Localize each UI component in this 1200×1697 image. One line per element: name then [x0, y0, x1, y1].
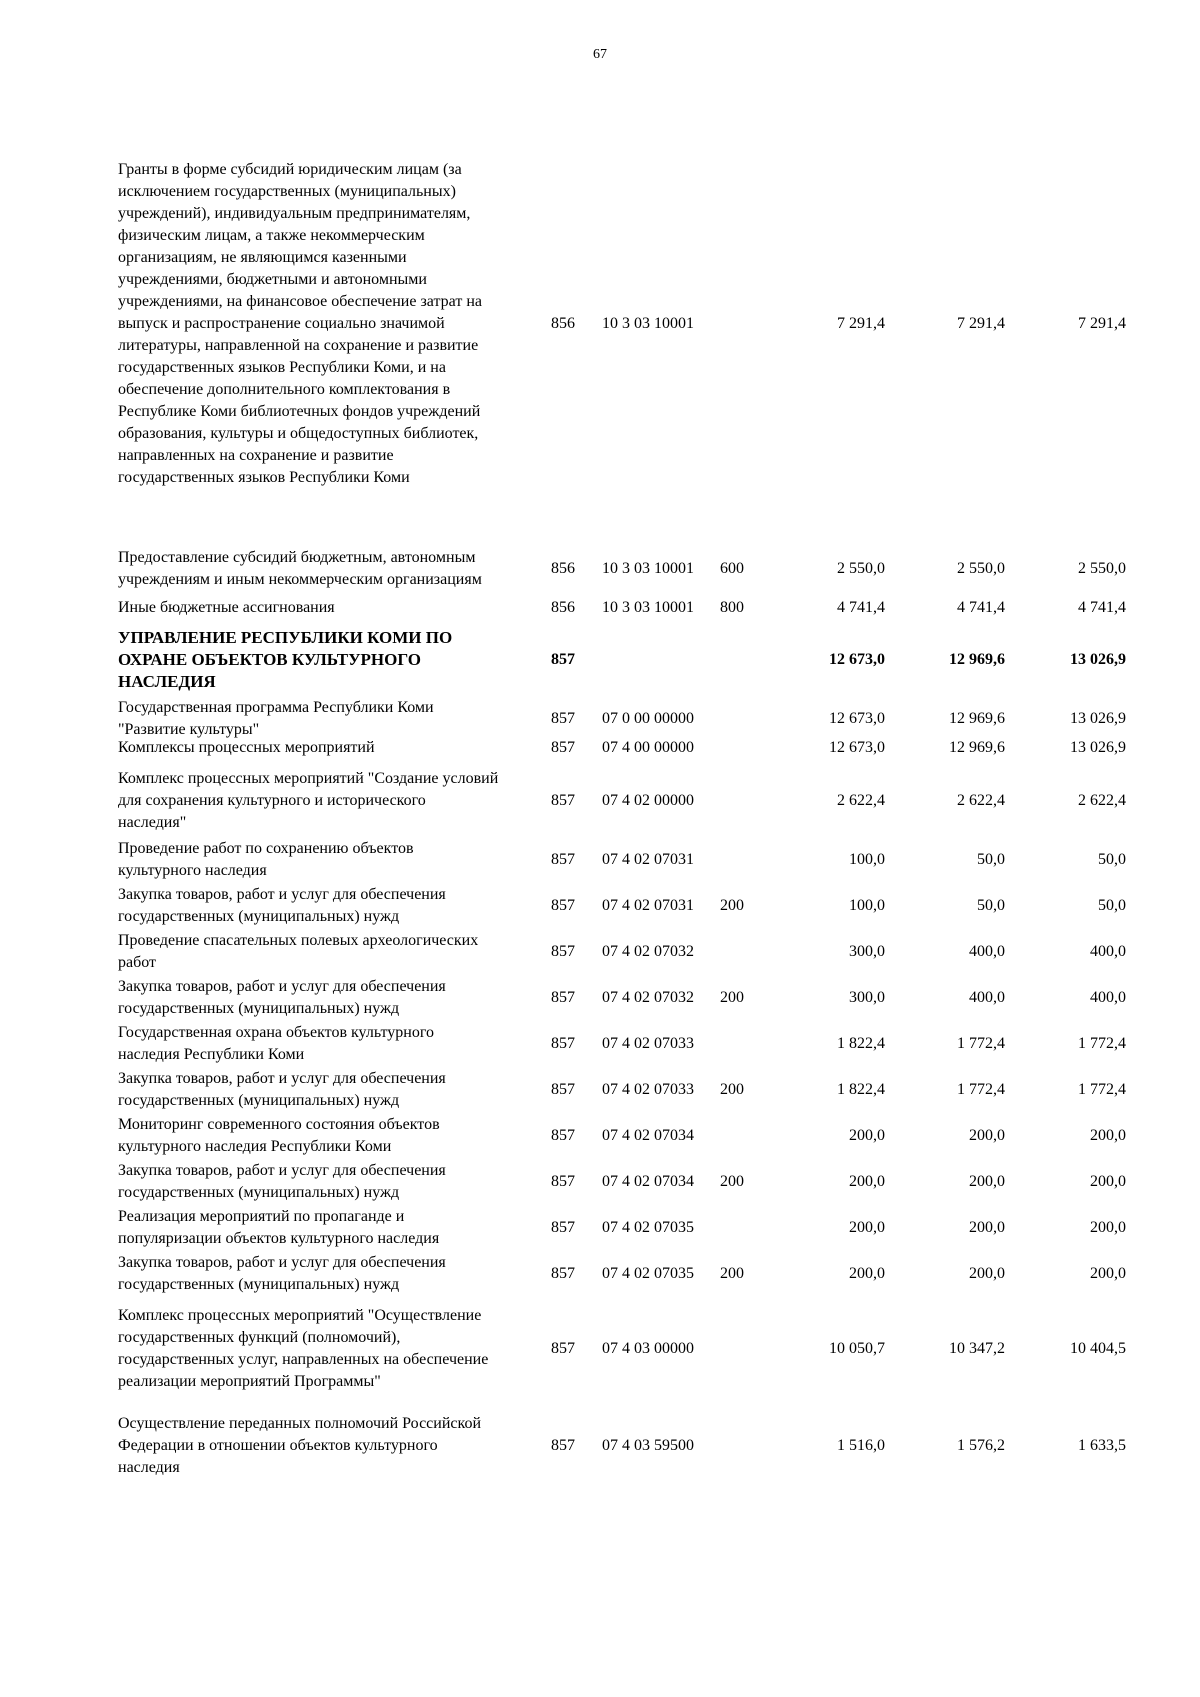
row-description: Комплекс процессных мероприятий "Осуществление государственных функций (полномочий), государственных услуг, направленных на обеспечение реализации мероприятий Программы" — [118, 1307, 489, 1390]
amount-year-1: 300,0 — [849, 943, 885, 960]
amount-year-3: 400,0 — [1090, 943, 1126, 960]
amount-year-3: 13 026,9 — [1070, 710, 1126, 727]
table-row — [0, 884, 1200, 928]
target-article-code: 07 4 02 07035 — [602, 1265, 694, 1282]
row-description: Закупка товаров, работ и услуг для обеспечения государственных (муниципальных) нужд — [118, 1070, 446, 1109]
amount-year-3: 13 026,9 — [1070, 739, 1126, 756]
amount-year-2: 12 969,6 — [949, 651, 1005, 668]
amount-year-1: 100,0 — [849, 897, 885, 914]
target-article-code: 07 4 02 07031 — [602, 851, 694, 868]
table-row — [0, 1206, 1200, 1250]
target-article-code: 10 3 03 10001 — [602, 599, 694, 616]
amount-year-2: 200,0 — [969, 1173, 1005, 1190]
row-description: Комплекс процессных мероприятий "Создание условий для сохранения культурного и исторического наследия" — [118, 770, 499, 831]
amount-year-1: 12 673,0 — [829, 651, 885, 668]
amount-year-2: 2 550,0 — [957, 560, 1005, 577]
amount-year-3: 200,0 — [1090, 1127, 1126, 1144]
table-row — [0, 1068, 1200, 1112]
admin-code: 857 — [551, 897, 575, 914]
admin-code: 857 — [551, 710, 575, 727]
admin-code: 857 — [551, 1265, 575, 1282]
table-row — [0, 547, 1200, 591]
amount-year-3: 1 772,4 — [1078, 1081, 1126, 1098]
amount-year-1: 4 741,4 — [837, 599, 885, 616]
amount-year-2: 4 741,4 — [957, 599, 1005, 616]
table-row — [0, 1022, 1200, 1066]
row-description: Осуществление переданных полномочий Российской Федерации в отношении объектов культурного наследия — [118, 1415, 482, 1476]
amount-year-1: 7 291,4 — [837, 315, 885, 332]
row-description: Государственная охрана объектов культурного наследия Республики Коми — [118, 1024, 435, 1063]
amount-year-3: 200,0 — [1090, 1173, 1126, 1190]
admin-code: 857 — [551, 1081, 575, 1098]
amount-year-2: 200,0 — [969, 1219, 1005, 1236]
admin-code: 857 — [551, 1219, 575, 1236]
table-row — [0, 159, 1200, 489]
amount-year-2: 10 347,2 — [949, 1340, 1005, 1357]
admin-code: 857 — [551, 651, 575, 668]
expense-type-code: 800 — [720, 599, 744, 616]
expense-type-code: 200 — [720, 1265, 744, 1282]
amount-year-3: 200,0 — [1090, 1265, 1126, 1282]
amount-year-2: 1 772,4 — [957, 1081, 1005, 1098]
amount-year-3: 50,0 — [1098, 897, 1126, 914]
row-description: Иные бюджетные ассигнования — [118, 599, 335, 616]
table-row — [0, 1305, 1200, 1393]
row-description: Государственная программа Республики Коми "Развитие культуры" — [118, 699, 434, 738]
table-row — [0, 1413, 1200, 1479]
table-row — [0, 627, 1200, 693]
amount-year-2: 50,0 — [977, 897, 1005, 914]
amount-year-3: 7 291,4 — [1078, 315, 1126, 332]
amount-year-1: 200,0 — [849, 1173, 885, 1190]
amount-year-1: 300,0 — [849, 989, 885, 1006]
amount-year-3: 400,0 — [1090, 989, 1126, 1006]
amount-year-3: 2 622,4 — [1078, 792, 1126, 809]
amount-year-3: 13 026,9 — [1070, 651, 1126, 668]
amount-year-3: 10 404,5 — [1070, 1340, 1126, 1357]
amount-year-2: 1 772,4 — [957, 1035, 1005, 1052]
amount-year-1: 12 673,0 — [829, 739, 885, 756]
target-article-code: 07 4 02 07032 — [602, 989, 694, 1006]
target-article-code: 10 3 03 10001 — [602, 560, 694, 577]
amount-year-2: 12 969,6 — [949, 710, 1005, 727]
target-article-code: 07 4 02 07033 — [602, 1081, 694, 1098]
amount-year-3: 50,0 — [1098, 851, 1126, 868]
amount-year-1: 10 050,7 — [829, 1340, 885, 1357]
row-description: Проведение спасательных полевых археологических работ — [118, 932, 479, 971]
amount-year-2: 200,0 — [969, 1265, 1005, 1282]
admin-code: 857 — [551, 792, 575, 809]
admin-code: 857 — [551, 1173, 575, 1190]
amount-year-3: 4 741,4 — [1078, 599, 1126, 616]
admin-code: 857 — [551, 1437, 575, 1454]
target-article-code: 07 4 03 59500 — [602, 1437, 694, 1454]
amount-year-2: 400,0 — [969, 943, 1005, 960]
admin-code: 857 — [551, 1127, 575, 1144]
expense-type-code: 200 — [720, 897, 744, 914]
amount-year-2: 200,0 — [969, 1127, 1005, 1144]
table-row — [0, 838, 1200, 882]
expense-type-code: 200 — [720, 1173, 744, 1190]
page-number: 67 — [593, 47, 607, 62]
amount-year-2: 7 291,4 — [957, 315, 1005, 332]
amount-year-1: 200,0 — [849, 1265, 885, 1282]
amount-year-1: 200,0 — [849, 1219, 885, 1236]
admin-code: 857 — [551, 989, 575, 1006]
target-article-code: 07 4 02 07032 — [602, 943, 694, 960]
row-description: Проведение работ по сохранению объектов культурного наследия — [118, 840, 414, 879]
row-description: Комплексы процессных мероприятий — [118, 739, 375, 756]
target-article-code: 07 4 03 00000 — [602, 1340, 694, 1357]
expense-type-code: 200 — [720, 989, 744, 1006]
target-article-code: 07 4 02 07035 — [602, 1219, 694, 1236]
amount-year-2: 12 969,6 — [949, 739, 1005, 756]
row-description: Мониторинг современного состояния объектов культурного наследия Республики Коми — [118, 1116, 440, 1155]
table-row — [0, 976, 1200, 1020]
amount-year-3: 1 633,5 — [1078, 1437, 1126, 1454]
row-description: Закупка товаров, работ и услуг для обеспечения государственных (муниципальных) нужд — [118, 1254, 446, 1293]
amount-year-3: 200,0 — [1090, 1219, 1126, 1236]
expense-type-code: 600 — [720, 560, 744, 577]
amount-year-1: 2 550,0 — [837, 560, 885, 577]
row-description: Закупка товаров, работ и услуг для обеспечения государственных (муниципальных) нужд — [118, 886, 446, 925]
target-article-code: 07 4 02 00000 — [602, 792, 694, 809]
admin-code: 857 — [551, 851, 575, 868]
amount-year-2: 50,0 — [977, 851, 1005, 868]
row-description: Закупка товаров, работ и услуг для обеспечения государственных (муниципальных) нужд — [118, 978, 446, 1017]
admin-code: 857 — [551, 1035, 575, 1052]
target-article-code: 07 4 02 07033 — [602, 1035, 694, 1052]
amount-year-1: 1 822,4 — [837, 1081, 885, 1098]
table-row — [0, 597, 1200, 619]
target-article-code: 07 4 02 07031 — [602, 897, 694, 914]
target-article-code: 10 3 03 10001 — [602, 315, 694, 332]
amount-year-1: 100,0 — [849, 851, 885, 868]
table-row — [0, 930, 1200, 974]
row-description: Предоставление субсидий бюджетным, автономным учреждениям и иным некоммерческим организациям — [118, 549, 482, 588]
admin-code: 856 — [551, 315, 575, 332]
table-row — [0, 768, 1200, 834]
amount-year-1: 2 622,4 — [837, 792, 885, 809]
amount-year-3: 2 550,0 — [1078, 560, 1126, 577]
admin-code: 857 — [551, 739, 575, 756]
amount-year-1: 1 822,4 — [837, 1035, 885, 1052]
amount-year-1: 12 673,0 — [829, 710, 885, 727]
row-description: Гранты в форме субсидий юридическим лицам (за исключением государственных (муниципальных) учреждений), индивидуальным предпринимателям, физическим лицам, а также некоммерческим организациям, не являющимся казенными учреждениями, бюджетными и автономными учреждениями, на финансовое обеспечение затрат на выпуск и распространение социально значимой литературы, направленной на сохранение и развитие государственных языков Республики Коми, и на обеспечение дополнительного комплектования в Республике Коми библиотечных фондов учреждений образования, культуры и общедоступных библиотек, направленных на сохранение и развитие государственных языков Республики Коми — [118, 161, 482, 486]
row-description: Закупка товаров, работ и услуг для обеспечения государственных (муниципальных) нужд — [118, 1162, 446, 1201]
amount-year-1: 1 516,0 — [837, 1437, 885, 1454]
target-article-code: 07 0 00 00000 — [602, 710, 694, 727]
amount-year-2: 400,0 — [969, 989, 1005, 1006]
admin-code: 857 — [551, 1340, 575, 1357]
amount-year-2: 1 576,2 — [957, 1437, 1005, 1454]
target-article-code: 07 4 02 07034 — [602, 1127, 694, 1144]
table-row — [0, 697, 1200, 741]
expense-type-code: 200 — [720, 1081, 744, 1098]
target-article-code: 07 4 02 07034 — [602, 1173, 694, 1190]
amount-year-3: 1 772,4 — [1078, 1035, 1126, 1052]
table-row — [0, 1160, 1200, 1204]
target-article-code: 07 4 00 00000 — [602, 739, 694, 756]
table-row — [0, 1114, 1200, 1158]
admin-code: 856 — [551, 599, 575, 616]
amount-year-2: 2 622,4 — [957, 792, 1005, 809]
table-row — [0, 737, 1200, 759]
amount-year-1: 200,0 — [849, 1127, 885, 1144]
row-description: УПРАВЛЕНИЕ РЕСПУБЛИКИ КОМИ ПО ОХРАНЕ ОБЪЕКТОВ КУЛЬТУРНОГО НАСЛЕДИЯ — [118, 628, 453, 691]
admin-code: 857 — [551, 943, 575, 960]
row-description: Реализация мероприятий по пропаганде и популяризации объектов культурного наследия — [118, 1208, 440, 1247]
admin-code: 856 — [551, 560, 575, 577]
table-row — [0, 1252, 1200, 1296]
